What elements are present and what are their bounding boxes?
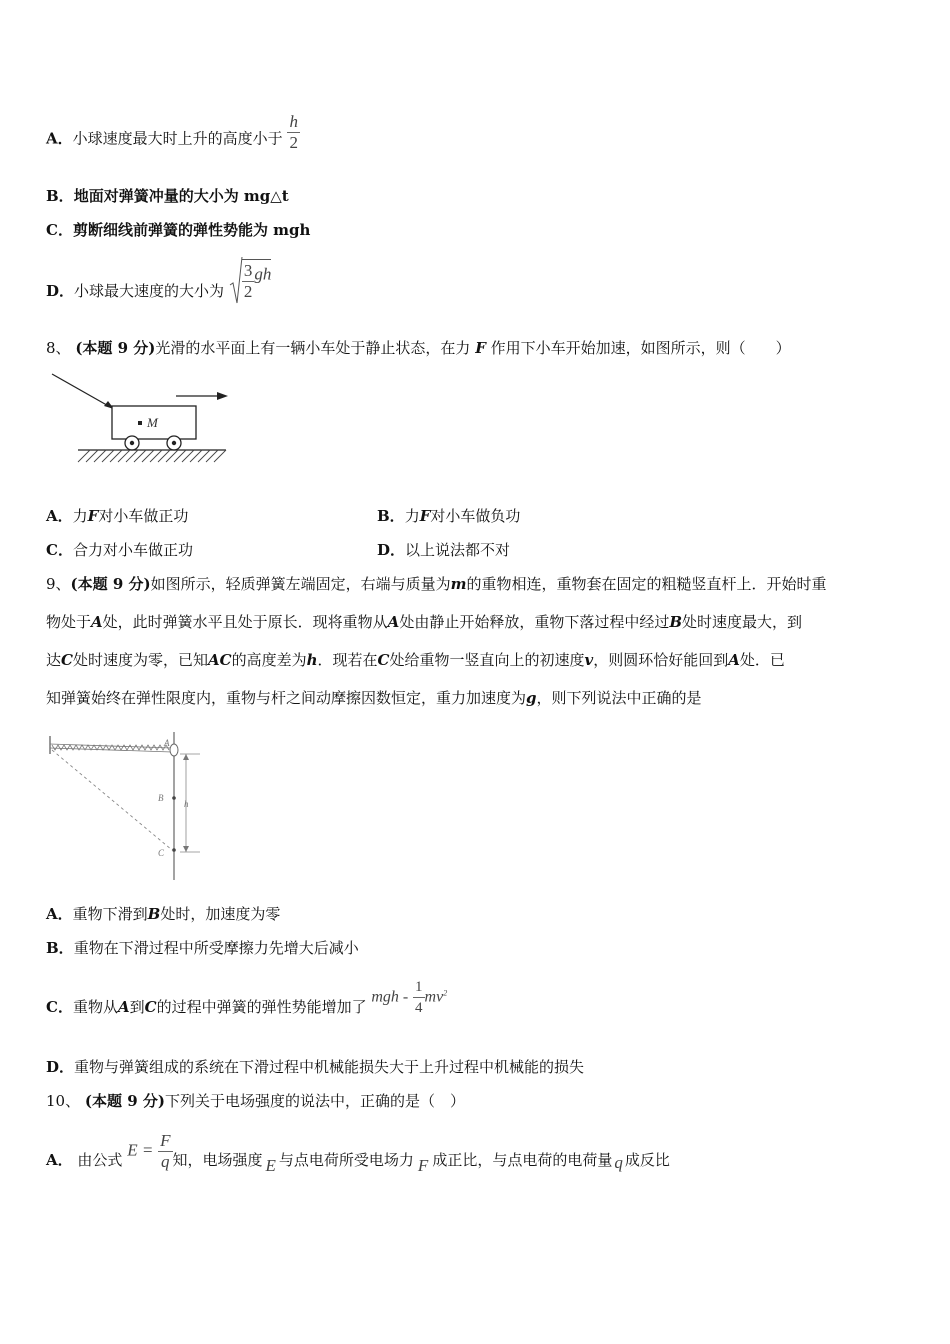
q9-point-c	[172, 848, 176, 852]
q9-line4-b: ，则下列说法中正确的是	[536, 689, 702, 707]
q9-line2-c: 处由静止开始释放，重物下落过程中经过	[399, 613, 670, 631]
q9-line3-e: 处给重物一竖直向上的初速度	[389, 651, 585, 669]
q9-option-c-math-sup: 2	[443, 988, 448, 997]
q9-line2-v2: A	[387, 613, 400, 631]
q9-option-a	[46, 904, 280, 924]
q7-option-a-text: 小球速度最大时上升的高度小于	[72, 129, 283, 148]
q9-option-d-text: 重物与弹簧组成的系统在下滑过程中机械能损失大于上升过程中机械能的损失	[74, 1058, 585, 1076]
q7-option-d-text: 小球最大速度的大小为	[74, 282, 225, 300]
q7-option-b	[46, 186, 289, 206]
q10-option-a-v1: E	[265, 1156, 276, 1175]
q9-stem-line-4	[46, 688, 702, 708]
q7-option-c-label: C．	[46, 221, 73, 239]
q8-points: (本题 9 分)	[75, 339, 156, 357]
q10-option-a-v2: F	[417, 1156, 429, 1175]
q10-option-a-t4: 成正比，与点电荷的电荷量	[432, 1151, 613, 1169]
q9-line1-var: m	[450, 575, 467, 593]
q9-option-c-math-pre: mgh -	[371, 988, 409, 1005]
q9-line1-b: 的重物相连，重物套在固定的粗糙竖直杆上．开始时重	[466, 575, 827, 593]
q7-option-c	[46, 220, 310, 240]
q9-option-d-label: D．	[46, 1058, 75, 1076]
q9-option-a-var: B	[147, 905, 161, 923]
q7-option-d-label: D．	[46, 282, 75, 300]
q9-line3-a: 达	[46, 651, 62, 669]
q10-points: (本题 9 分)	[84, 1092, 165, 1110]
q9-line3-b: 处时速度为零，已知	[72, 651, 208, 669]
q7-option-d	[46, 261, 272, 305]
sqrt-sign-icon	[229, 255, 243, 305]
q9-label-b: B	[158, 793, 164, 803]
q9-stem-line-3	[46, 650, 785, 670]
q8-ground-hatch	[78, 450, 226, 462]
q10-option-a-label: A．	[46, 1151, 73, 1169]
q7-option-d-sqrt	[229, 255, 272, 305]
q9-line3-g: 处．已	[739, 651, 785, 669]
q9-label-h: h	[184, 799, 189, 809]
q9-line2-v1: A	[91, 613, 103, 631]
q9-label-c: C	[158, 848, 165, 858]
q8-option-d-text: 以上说法都不对	[405, 541, 511, 559]
q9-point-b	[172, 796, 176, 800]
q9-option-c-post: 的过程中弹簧的弹性势能增加了	[156, 998, 367, 1016]
q9-option-c-v1: A	[117, 998, 130, 1016]
q8-motion-arrowhead	[217, 392, 228, 400]
q9-line2-v3: B	[669, 613, 683, 631]
q7-option-d-fraction	[242, 262, 255, 301]
q9-line1-a: 如图所示，轻质弹簧左端固定，右端与质量为	[150, 575, 451, 593]
q7-option-d-tail: gh	[254, 264, 272, 284]
q9-line3-v1: C	[61, 651, 73, 669]
q10-stem-text: 下列关于电场强度的说法中，正确的是（ ）	[164, 1092, 465, 1110]
q7-option-c-text: 剪断细线前弹簧的弹性势能为 mgh	[72, 221, 311, 239]
q9-line3-d: ．现若在	[317, 651, 378, 669]
q7-option-a-frac-den: 2	[289, 133, 298, 152]
q9-line2-a: 物处于	[46, 613, 92, 631]
q9-line4-a: 知弹簧始终在弹性限度内，重物与杆之间动摩擦因数恒定，重力加速度为	[46, 689, 527, 707]
q8-option-a-post: 对小车做正功	[98, 507, 189, 525]
q9-option-c-math-post: mv	[424, 988, 444, 1005]
q9-stem-line-1	[46, 574, 827, 594]
q7-option-b-label: B．	[46, 187, 74, 205]
q9-line2-b: 处，此时弹簧水平且处于原长．现将重物从	[102, 613, 388, 631]
q9-line3-c: 的高度差为	[231, 651, 307, 669]
q9-option-c	[46, 978, 448, 1017]
q8-option-a	[46, 506, 188, 526]
q9-line3-v2: AC	[207, 651, 232, 669]
q9-spring	[50, 744, 172, 752]
q9-dashed-spring	[52, 750, 172, 850]
q8-option-a-var: F	[87, 507, 99, 525]
q9-points: (本题 9 分)	[70, 575, 151, 593]
q9-option-a-pre: 重物下滑到	[72, 905, 148, 923]
q9-option-b	[46, 938, 359, 958]
q10-stem	[46, 1091, 465, 1111]
q9-line2-d: 处时速度最大，到	[682, 613, 803, 631]
q8-number: 8、	[46, 339, 71, 357]
q7-option-d-frac-den: 2	[243, 282, 253, 301]
q9-option-c-mid: 到	[129, 998, 145, 1016]
q7-option-a-fraction	[287, 113, 300, 152]
q9-option-a-label: A．	[46, 905, 73, 923]
q8-stem-var: F	[475, 339, 486, 357]
q8-option-c	[46, 540, 193, 560]
q9-line4-var: g	[526, 689, 537, 707]
q9-line3-v4: C	[377, 651, 390, 669]
q10-option-a-t3: 与点电荷所受电场力	[278, 1151, 414, 1169]
q10-option-a-t5: 成反比	[624, 1151, 670, 1169]
q8-option-c-text: 合力对小车做正功	[72, 541, 193, 559]
q8-stem	[46, 338, 791, 358]
q9-option-c-formula	[371, 978, 447, 1017]
q8-option-c-label: C．	[46, 541, 73, 559]
q8-stem-2: 作用下小车开始加速，如图所示，则（ ）	[490, 339, 791, 357]
q7-option-a	[46, 112, 300, 152]
q10-number: 10、	[46, 1092, 81, 1110]
q10-option-a-t2: 知，电场强度	[172, 1151, 263, 1169]
q9-height-arrow-bottom	[183, 846, 189, 852]
q8-option-a-label: A．	[46, 507, 73, 525]
q9-line3-f: ，则圆环恰好能回到	[593, 651, 729, 669]
q9-option-c-frac-den: 4	[415, 999, 423, 1016]
q8-option-a-pre: 力	[72, 507, 88, 525]
q10-option-a-eq-left: E =	[127, 1140, 154, 1159]
q8-option-b-pre: 力	[404, 507, 420, 525]
q8-cart-figure	[46, 368, 236, 468]
q10-option-a-t1: 由公式	[77, 1151, 123, 1169]
q8-option-b-post: 对小车做负功	[430, 507, 521, 525]
q8-option-b-var: F	[419, 507, 431, 525]
q10-option-a-formula	[127, 1132, 172, 1171]
q9-line3-v3: h	[306, 651, 318, 669]
q9-line3-v5: v	[584, 651, 594, 669]
q10-option-a-frac-num: F	[160, 1130, 171, 1150]
q10-option-a-frac-den: q	[161, 1151, 170, 1171]
q8-mass-label: M	[147, 415, 158, 430]
q9-label-a: A	[164, 738, 170, 748]
q9-height-arrow-top	[183, 754, 189, 760]
q8-stem-1: 光滑的水平面上有一辆小车处于静止状态，在力	[155, 339, 471, 357]
q7-option-a-label: A．	[46, 129, 73, 148]
q8-option-d-label: D．	[377, 541, 406, 559]
q9-option-b-text: 重物在下滑过程中所受摩擦力先增大后减小	[73, 939, 359, 957]
q9-option-a-post: 处时，加速度为零	[160, 905, 281, 923]
q9-option-c-fraction	[413, 978, 425, 1017]
q9-line3-v6: A	[728, 651, 740, 669]
q7-option-b-text: 地面对弹簧冲量的大小为 mg△t	[73, 187, 289, 205]
q9-ring-a	[170, 744, 178, 756]
q9-option-c-frac-num: 1	[415, 978, 423, 995]
q9-option-c-v2: C	[144, 998, 157, 1016]
q8-option-d	[377, 540, 510, 560]
q10-option-a-fraction	[158, 1132, 172, 1171]
q7-option-d-frac-num: 3	[243, 261, 253, 280]
q9-number: 9、	[46, 575, 71, 593]
q9-option-c-label: C．	[46, 998, 73, 1016]
q9-spring-figure	[46, 728, 216, 883]
q10-option-a	[46, 1130, 670, 1176]
q10-option-a-v3: q	[614, 1153, 623, 1172]
q8-mass-dot	[138, 421, 142, 425]
q8-force-arrow	[52, 374, 112, 408]
q7-option-a-frac-num: h	[289, 112, 298, 131]
q9-option-c-pre: 重物从	[72, 998, 118, 1016]
q8-option-b-label: B．	[377, 507, 405, 525]
q9-option-d	[46, 1057, 584, 1077]
q9-stem-line-2	[46, 612, 802, 632]
q8-option-b	[377, 506, 520, 526]
q9-option-b-label: B．	[46, 939, 74, 957]
